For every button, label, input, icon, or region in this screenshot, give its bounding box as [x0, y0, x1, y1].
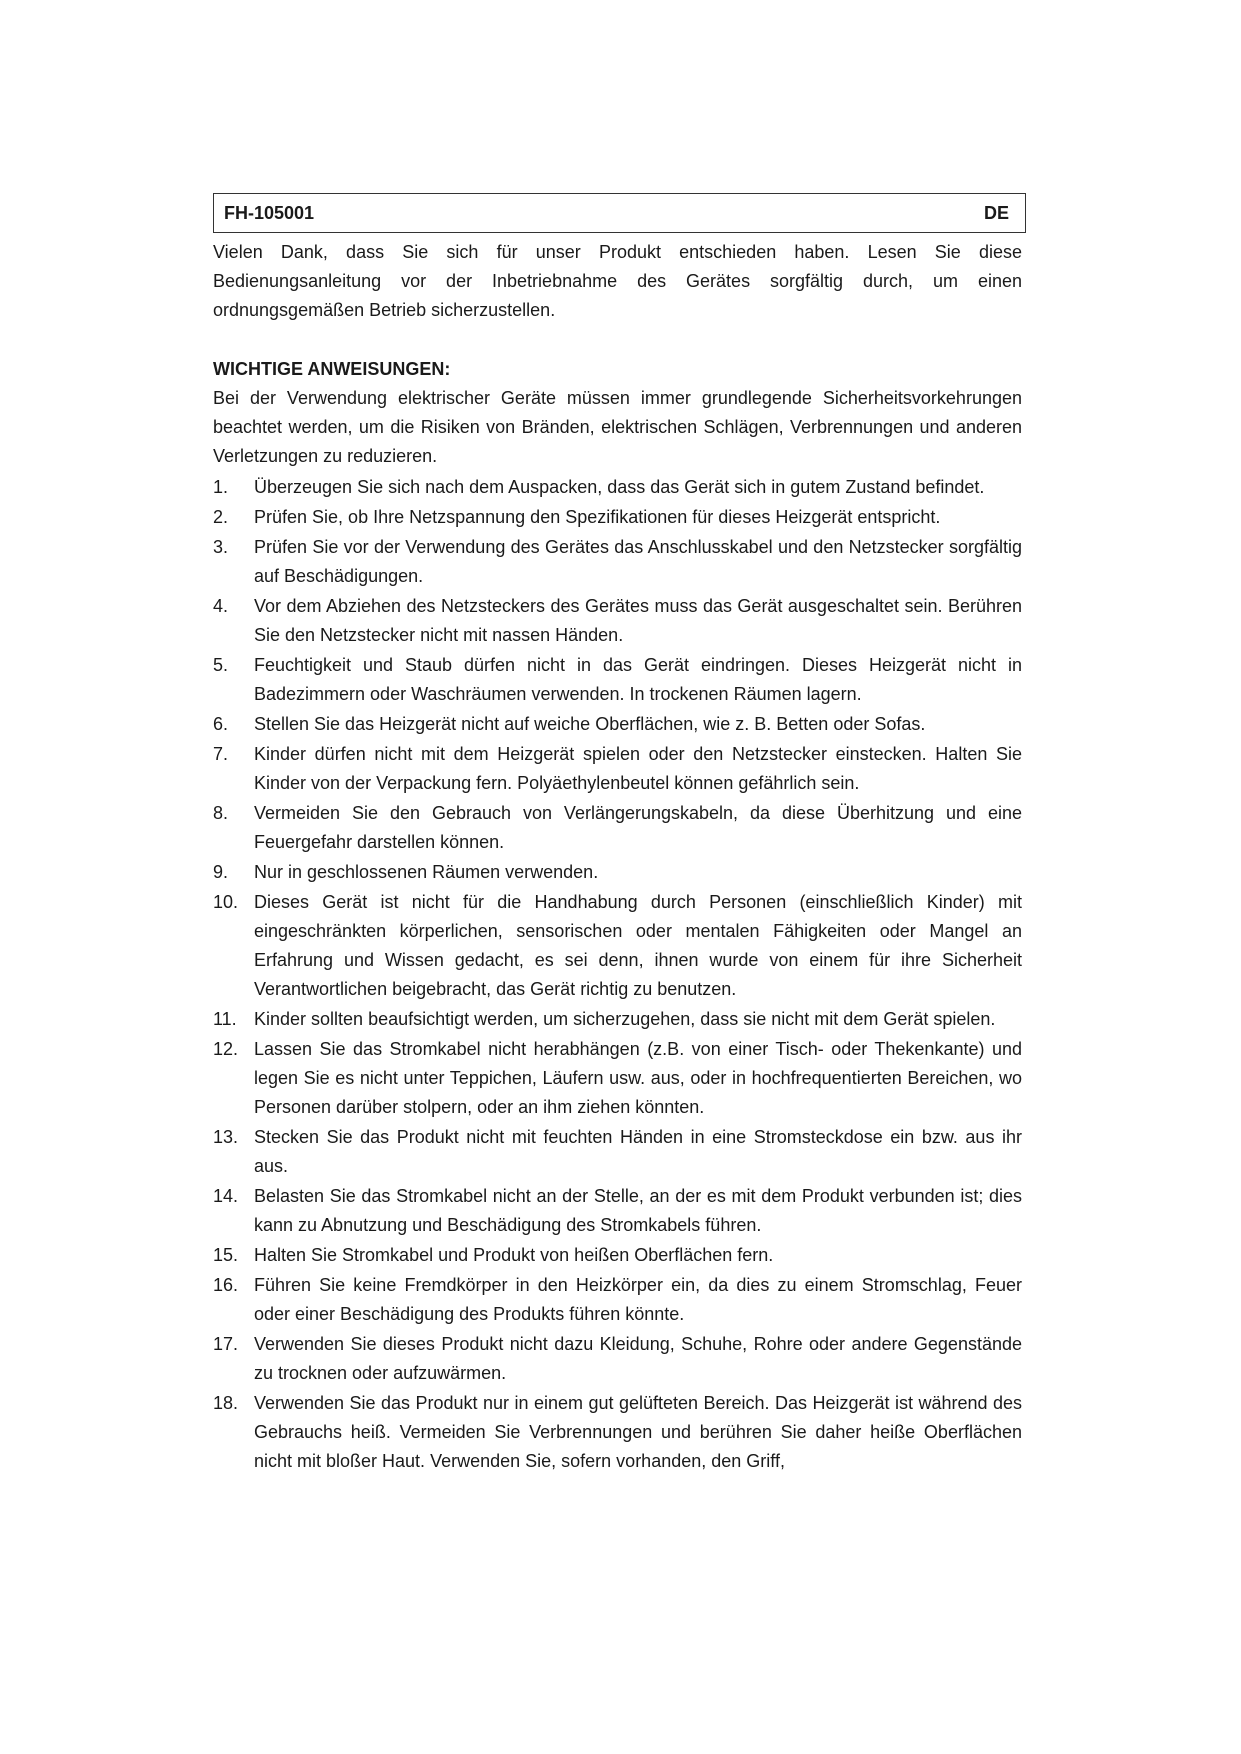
list-item-number: 7.: [213, 744, 229, 764]
instruction-list: [213, 473, 1022, 1476]
list-item-text: Vor dem Abziehen des Netzsteckers des Gerätes muss das Gerät ausgeschaltet sein. Berühren Sie den Netzstecker nicht mit nassen Händen.: [254, 596, 1022, 645]
list-item-number: 4.: [213, 596, 229, 616]
list-item-text: Nur in geschlossenen Räumen verwenden.: [254, 862, 599, 882]
list-item-number: 15.: [213, 1245, 239, 1265]
list-item-number: 2.: [213, 507, 229, 527]
list-item: [213, 858, 1022, 887]
list-item-number: 6.: [213, 714, 229, 734]
list-item-text: Vermeiden Sie den Gebrauch von Verlängerungskabeln, da diese Überhitzung und eine Feuergefahr darstellen können.: [254, 803, 1022, 852]
list-item: [213, 1271, 1022, 1329]
list-item-text: Verwenden Sie das Produkt nur in einem gut gelüfteten Bereich. Das Heizgerät ist während des Gebrauchs heiß. Vermeiden Sie Verbrennungen und berühren Sie daher heiße Oberflächen nicht mit bloßer Haut. Verwenden Sie, sofern vorhanden, den Griff,: [254, 1393, 1022, 1471]
list-item-text: Überzeugen Sie sich nach dem Auspacken, dass das Gerät sich in gutem Zustand befindet.: [254, 477, 985, 497]
language-code: DE: [983, 202, 1009, 223]
list-item-text: Dieses Gerät ist nicht für die Handhabung durch Personen (einschließlich Kinder) mit eingeschränkten körperlichen, sensorischen oder mentalen Fähigkeiten oder Mangel an Erfahrung und Wissen gedacht, es sei denn, ihnen wurde von einem für ihre Sicherheit Verantwortlichen beigebracht, das Gerät richtig zu benutzen.: [254, 892, 1022, 999]
model-number: FH-105001: [224, 202, 315, 223]
list-item: [213, 1330, 1022, 1388]
list-item-text: Halten Sie Stromkabel und Produkt von heißen Oberflächen fern.: [254, 1245, 774, 1265]
list-item-text: Kinder sollten beaufsichtigt werden, um sicherzugehen, dass sie nicht mit dem Gerät spielen.: [254, 1009, 996, 1029]
list-item-number: 13.: [213, 1127, 239, 1147]
list-item-number: 17.: [213, 1334, 239, 1354]
list-item: [213, 1182, 1022, 1240]
list-item-text: Belasten Sie das Stromkabel nicht an der Stelle, an der es mit dem Produkt verbunden ist; dies kann zu Abnutzung und Beschädigung des Stromkabels führen.: [254, 1186, 1022, 1235]
section-heading: WICHTIGE ANWEISUNGEN:: [213, 359, 451, 379]
document-header-box: [213, 193, 1026, 233]
list-item: [213, 1389, 1022, 1476]
list-item: [213, 503, 1022, 532]
list-item: [213, 799, 1022, 857]
list-item-text: Stellen Sie das Heizgerät nicht auf weiche Oberflächen, wie z. B. Betten oder Sofas.: [254, 714, 926, 734]
list-item-text: Lassen Sie das Stromkabel nicht herabhängen (z.B. von einer Tisch- oder Thekenkante) und legen Sie es nicht unter Teppichen, Läufern usw. aus, oder in hochfrequentierten Bereichen, wo Personen darüber stolpern, oder an ihm ziehen könnten.: [254, 1039, 1022, 1117]
list-item: [213, 1005, 1022, 1034]
list-item-text: Stecken Sie das Produkt nicht mit feuchten Händen in eine Stromsteckdose ein bzw. aus ihr aus.: [254, 1127, 1022, 1176]
list-item-text: Kinder dürfen nicht mit dem Heizgerät spielen oder den Netzstecker einstecken. Halten Sie Kinder von der Verpackung fern. Polyäethylenbeutel können gefährlich sein.: [254, 744, 1022, 793]
list-item-number: 16.: [213, 1275, 239, 1295]
list-item: [213, 1123, 1022, 1181]
list-item-text: Führen Sie keine Fremdkörper in den Heizkörper ein, da dies zu einem Stromschlag, Feuer oder einer Beschädigung des Produkts führen könnte.: [254, 1275, 1022, 1324]
list-item-text: Feuchtigkeit und Staub dürfen nicht in das Gerät eindringen. Dieses Heizgerät nicht in Badezimmern oder Waschräumen verwenden. In trockenen Räumen lagern.: [254, 655, 1022, 704]
list-item: [213, 710, 1022, 739]
list-item-text: Prüfen Sie, ob Ihre Netzspannung den Spezifikationen für dieses Heizgerät entspricht.: [254, 507, 941, 527]
list-item: [213, 473, 1022, 502]
section-intro-text: Bei der Verwendung elektrischer Geräte müssen immer grundlegende Sicherheitsvorkehrungen beachtet werden, um die Risiken von Bränden, elektrischen Schlägen, Verbrennungen und anderen Verletzungen zu reduzieren.: [213, 388, 1022, 466]
list-item-number: 12.: [213, 1039, 239, 1059]
list-item: [213, 651, 1022, 709]
list-item: [213, 740, 1022, 798]
list-item-number: 9.: [213, 862, 229, 882]
list-item: [213, 1241, 1022, 1270]
list-item-text: Prüfen Sie vor der Verwendung des Gerätes das Anschlusskabel und den Netzstecker sorgfältig auf Beschädigungen.: [254, 537, 1022, 586]
list-item: [213, 533, 1022, 591]
list-item-number: 3.: [213, 537, 229, 557]
list-item: [213, 592, 1022, 650]
list-item-number: 8.: [213, 803, 229, 823]
list-item-number: 5.: [213, 655, 229, 675]
list-item-number: 11.: [213, 1009, 237, 1029]
list-item-number: 1.: [213, 477, 229, 497]
list-item-number: 14.: [213, 1186, 239, 1206]
list-item-number: 18.: [213, 1393, 239, 1413]
list-item-number: 10.: [213, 892, 239, 912]
list-item: [213, 888, 1022, 1004]
list-item: [213, 1035, 1022, 1122]
list-item-text: Verwenden Sie dieses Produkt nicht dazu Kleidung, Schuhe, Rohre oder andere Gegenstände zu trocknen oder aufzuwärmen.: [254, 1334, 1022, 1383]
document-body: [213, 238, 1022, 1477]
intro-paragraph: Vielen Dank, dass Sie sich für unser Produkt entschieden haben. Lesen Sie diese Bedienungsanleitung vor der Inbetriebnahme des Gerätes sorgfältig durch, um einen ordnungsgemäßen Betrieb sicherzustellen.: [213, 242, 1022, 320]
